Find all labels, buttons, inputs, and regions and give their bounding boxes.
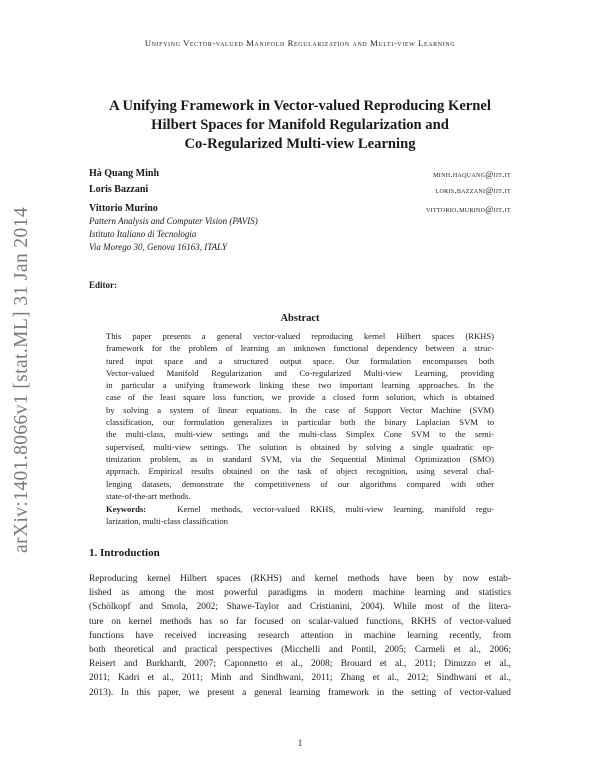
keywords-line: larization, multi-class classification [106,516,228,527]
abstract-line: Vector-valued Manifold Regularization and Co-regularized Multi-view Learning, providing [106,367,494,378]
editor-label: Editor: [89,280,117,290]
body-line: functions have received increasing research attention in machine learning recently, from [89,630,511,641]
abstract-line: supervised, multi-view settings. The solution is obtained by solving a single quadratic op- [106,441,494,452]
affiliation-line: Istituto Italiano di Tecnologia [89,229,197,239]
keywords-line [106,503,494,515]
abstract-heading: Abstract [280,313,320,324]
abstract-line: This paper presents a general vector-valued reproducing kernel Hilbert spaces (RKHS) [106,331,494,341]
author-name: Hà Quang Minh [89,168,160,179]
keywords [106,503,494,528]
paper-title [60,97,540,154]
title-line: Hilbert Spaces for Manifold Regularization and [151,117,449,133]
title-line: Co-Regularized Multi-view Learning [184,136,416,152]
keywords-text: Kernel methods, vector-valued RKHS, multi-view learning, manifold regu- [177,504,494,514]
abstract-line: in particular a unifying framework linking these two important learning approaches. In the [106,380,494,391]
abstract-line: the multi-class, multi-view settings and the multi-class Simplex Cone SVM to the semi- [106,429,494,440]
arxiv-identifier-text: arXiv:1401.8066v1 [stat.ML] 31 Jan 2014 [11,207,32,553]
body-line: 2013). In this paper, we present a general learning framework in the setting of vector-valued [89,687,511,698]
abstract-line: case of the least square loss function, we provide a closed form solution, which is obtained [106,392,494,403]
abstract-line: state-of-the-art methods. [106,490,191,501]
title-line: A Unifying Framework in Vector-valued Reproducing Kernel [109,98,491,114]
body-line: 2011; Kadri et al., 2011; Minh and Sindhwani, 2011; Zhang et al., 2012; Sindhwani et al., [89,673,511,684]
affiliation [89,215,258,254]
section-heading: 1. Introduction [89,547,160,559]
abstract-line: lenging datasets, demonstrate the competitiveness of our algorithms compared with other [106,478,494,489]
author-email[interactable]: minh.haquang@iit.it [433,169,511,179]
body-line: Reproducing kernel Hilbert spaces (RKHS) and kernel methods have been by now estab- [89,574,511,584]
body-line: both theoretical and practical perspectives (Micchelli and Pontil, 2005; Carmeli et al., 2006; [89,644,511,655]
page-number: 1 [297,738,303,748]
abstract-line: framework for the problem of learning an unknown functional dependency between a struc- [106,343,494,354]
body-line: lished as among the most powerful paradigms in modern machine learning and statistics [89,588,511,599]
abstract-line: approach. Empirical results obtained on the task of object recognition, using several chal- [106,466,494,477]
affiliation-line: Pattern Analysis and Computer Vision (PAVIS) [89,216,258,226]
author-name: Loris Bazzani [89,184,149,195]
introduction-body [89,572,511,700]
arxiv-identifier [10,200,34,560]
keywords-label: Keywords: [106,504,147,514]
author-email[interactable]: vittorio.murino@iit.it [426,204,511,214]
abstract-line: tured input space and a structured output space. Our formulation encompasses both [106,355,494,366]
abstract-body [106,330,494,502]
abstract-line: by solving a system of linear equations. In the case of Support Vector Machine (SVM) [106,404,494,415]
abstract-line: timization problem, as in standard SVM, via the Sequential Minimal Optimization (SMO) [106,453,494,464]
affiliation-line: Via Morego 30, Genova 16163, ITALY [89,242,227,252]
author-name: Vittorio Murino [89,203,158,214]
abstract-line: classification, our formulation generalizes in particular both the binary Laplacian SVM to [106,417,494,428]
running-head: Unifying Vector-valued Manifold Regularization and Multi-view Learning [144,38,456,48]
body-line: ture on kernel methods has so far focused on scalar-valued functions, RKHS of vector-valued [89,616,511,627]
body-line: (Schölkopf and Smola, 2002; Shawe-Taylor and Cristianini, 2004). While most of the litera- [89,602,511,613]
body-line: Reisert and Burkhardt, 2007; Caponnetto et al., 2008; Brouard et al., 2011; Dinuzzo et al., [89,659,511,670]
author-email[interactable]: loris.bazzani@iit.it [435,185,511,195]
